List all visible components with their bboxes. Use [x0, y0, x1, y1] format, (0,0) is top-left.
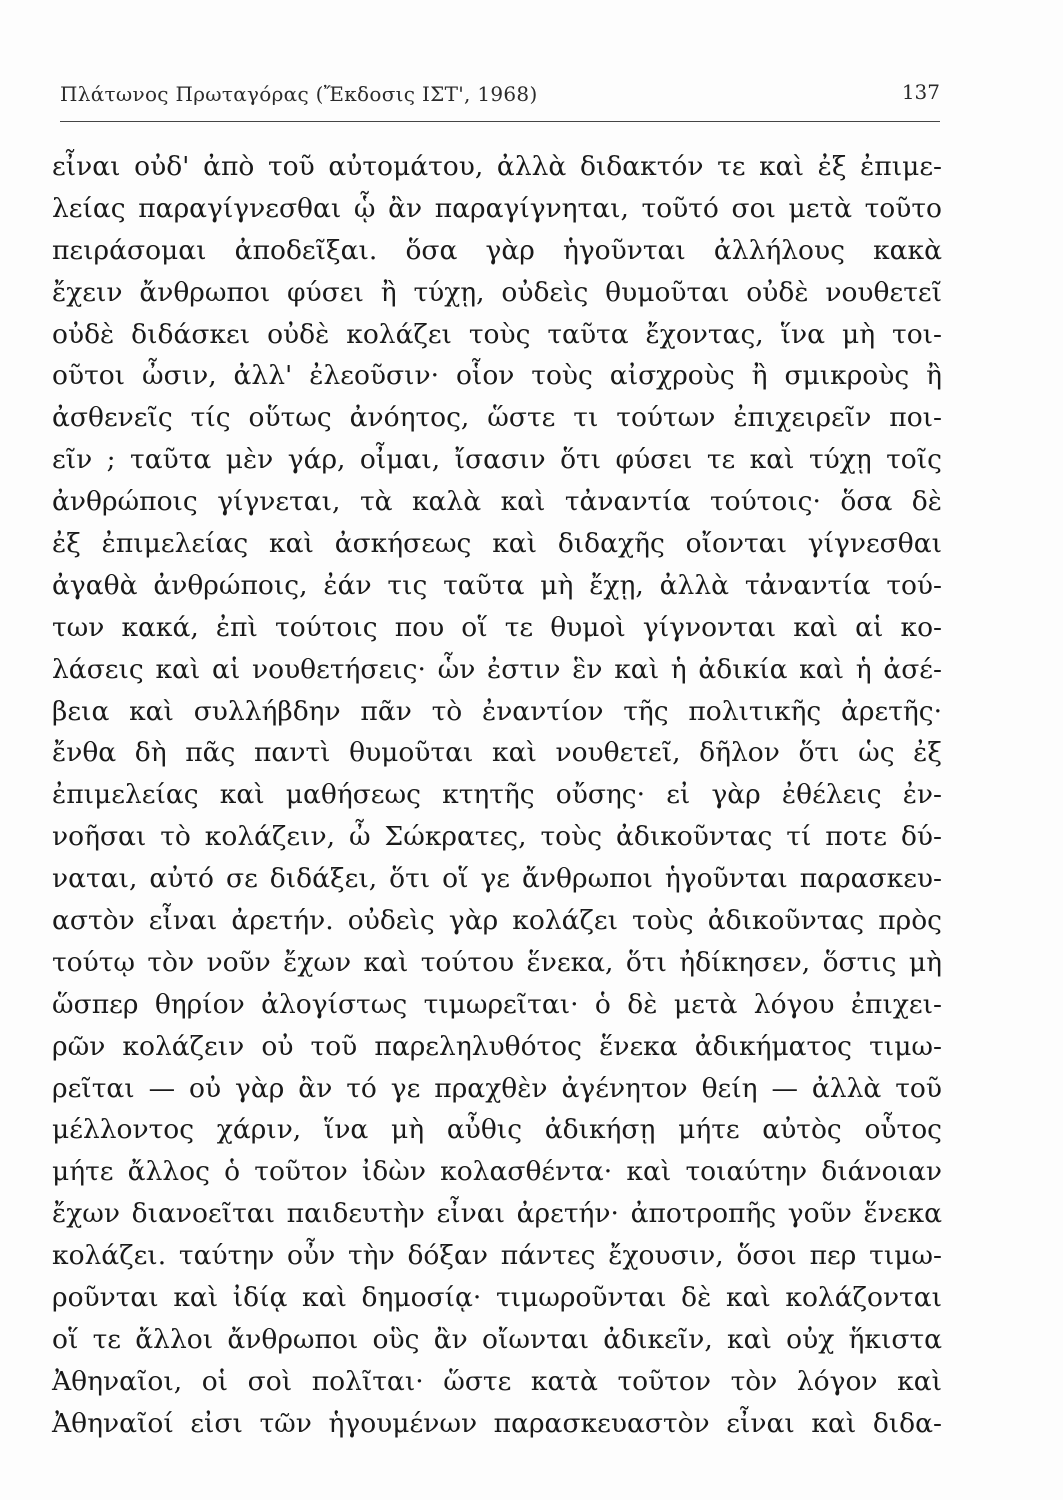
text-line: λάσεις καὶ αἱ νουθετήσεις· ὧν ἐστιν ἓν καὶ ἡ ἀδικία καὶ ἡ ἀσέ- — [52, 653, 942, 685]
text-line: μήτε ἄλλος ὁ τοῦτον ἰδὼν κολασθέντα· καὶ τοιαύτην διάνοιαν — [52, 1156, 942, 1188]
text-line: πειράσομαι ἀποδεῖξαι. ὅσα γὰρ ἡγοῦνται ἀλλήλους κακὰ — [52, 234, 942, 266]
text-line: βεια καὶ συλλήβδην πᾶν τὸ ἐναντίον τῆς πολιτικῆς ἀρετῆς· — [52, 695, 942, 727]
text-line: ἔχειν ἄνθρωποι φύσει ἢ τύχῃ, οὐδεὶς θυμοῦται οὐδὲ νουθετεῖ — [52, 276, 942, 308]
text-line: των κακά, ἐπὶ τούτοις που οἵ τε θυμοὶ γίγνονται καὶ αἱ κο- — [52, 611, 942, 643]
text-line: ἐπιμελείας καὶ μαθήσεως κτητῆς οὔσης· εἰ γὰρ ἐθέλεις ἐν- — [52, 779, 942, 811]
page-number: 137 — [901, 80, 940, 104]
text-line: ἀγαθὰ ἀνθρώποις, ἐάν τις ταῦτα μὴ ἔχῃ, ἀλλὰ τἀναντία τού- — [52, 569, 942, 601]
text-line: ἔνθα δὴ πᾶς παντὶ θυμοῦται καὶ νουθετεῖ, δῆλον ὅτι ὡς ἐξ — [52, 737, 942, 769]
text-line: κολάζει. ταύτην οὖν τὴν δόξαν πάντες ἔχουσιν, ὅσοι περ τιμω- — [52, 1240, 942, 1272]
body-text — [52, 146, 942, 1445]
text-line: οῦτοι ὦσιν, ἀλλ' ἐλεοῦσιν· οἷον τοὺς αἰσχροὺς ἢ σμικροὺς ἢ — [52, 360, 942, 392]
running-header — [60, 82, 940, 112]
text-line: ρῶν κολάζειν οὐ τοῦ παρεληλυθότος ἕνεκα ἀδικήματος τιμω- — [52, 1030, 942, 1062]
text-line: τούτῳ τὸν νοῦν ἔχων καὶ τούτου ἕνεκα, ὅτι ἠδίκησεν, ὅστις μὴ — [52, 946, 942, 978]
text-line: οὐδὲ διδάσκει οὐδὲ κολάζει τοὺς ταῦτα ἔχοντας, ἵνα μὴ τοι- — [52, 318, 942, 350]
text-line: Ἀθηναῖοι, οἱ σοὶ πολῖται· ὥστε κατὰ τοῦτον τὸν λόγον καὶ — [52, 1365, 942, 1397]
text-line: ἀνθρώποις γίγνεται, τὰ καλὰ καὶ τἀναντία τούτοις· ὅσα δὲ — [52, 486, 942, 518]
text-line: ἔχων διανοεῖται παιδευτὴν εἶναι ἀρετήν· ἀποτροπῆς γοῦν ἕνεκα — [52, 1198, 942, 1230]
text-line: εἶναι οὐδ' ἀπὸ τοῦ αὐτομάτου, ἀλλὰ διδακτόν τε καὶ ἐξ ἐπιμε- — [52, 151, 942, 182]
text-line: ἐξ ἐπιμελείας καὶ ἀσκήσεως καὶ διδαχῆς οἴονται γίγνεσθαι — [52, 528, 942, 560]
text-line: ναται, αὐτό σε διδάξει, ὅτι οἵ γε ἄνθρωποι ἡγοῦνται παρασκευ- — [52, 863, 942, 895]
text-line: ὥσπερ θηρίον ἀλογίστως τιμωρεῖται· ὁ δὲ μετὰ λόγου ἐπιχει- — [52, 988, 942, 1020]
text-line: Ἀθηναῖοί εἰσι τῶν ἡγουμένων παρασκευαστὸν εἶναι καὶ διδα- — [52, 1407, 942, 1439]
text-line: ἀσθενεῖς τίς οὕτως ἀνόητος, ὥστε τι τούτων ἐπιχειρεῖν ποι- — [52, 402, 942, 434]
text-line: ροῦνται καὶ ἰδίᾳ καὶ δημοσίᾳ· τιμωροῦνται δὲ καὶ κολάζονται — [52, 1282, 942, 1314]
running-header-title: Πλάτωνος Πρωταγόρας (Ἔκδοσις ΙΣΤ', 1968) — [60, 82, 538, 106]
text-line: οἵ τε ἄλλοι ἄνθρωποι οὓς ἂν οἴωνται ἀδικεῖν, καὶ οὐχ ἥκιστα — [52, 1323, 942, 1355]
text-line: αστὸν εἶναι ἀρετήν. οὐδεὶς γὰρ κολάζει τοὺς ἀδικοῦντας πρὸς — [52, 905, 942, 937]
text-line: εῖν ; ταῦτα μὲν γάρ, οἶμαι, ἴσασιν ὅτι φύσει τε καὶ τύχῃ τοῖς — [52, 444, 942, 476]
header-rule — [60, 121, 940, 122]
text-line: νοῆσαι τὸ κολάζειν, ὦ Σώκρατες, τοὺς ἀδικοῦντας τί ποτε δύ- — [52, 821, 942, 853]
text-line: ρεῖται — οὐ γὰρ ἂν τό γε πραχθὲν ἀγένητον θείη — ἀλλὰ τοῦ — [52, 1072, 942, 1104]
text-line: μέλλοντος χάριν, ἵνα μὴ αὖθις ἀδικήσῃ μήτε αὐτὸς οὗτος — [52, 1114, 942, 1146]
text-line: λείας παραγίγνεσθαι ᾧ ἂν παραγίγνηται, τοῦτό σοι μετὰ τοῦτο — [52, 192, 942, 224]
